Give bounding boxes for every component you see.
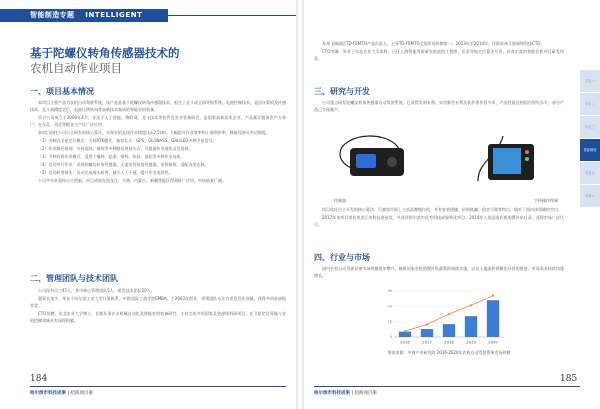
y-tick-label: 0 [389,335,392,340]
section3-para: 2017年该项目荣获黑龙江省科技进步奖，并获评哈尔滨市优秀科技成果转化项目；2019年入选国家农机购置补贴目录，获得市场广泛认可。 [314,215,564,227]
section1-para: （3）多种农机作业模式：适用于播种、起垄、喷药、收获、深松等多种作业场景。 [38,154,185,159]
side-tab-6[interactable]: 项目六 [580,185,600,207]
bar-2018 [443,324,455,337]
footer-suffix: 招商项目册 [70,391,93,396]
terminal-screen-icon [493,148,521,174]
footer-suffix: 招商项目册 [354,391,377,396]
section3-body [314,206,564,246]
growth-point-2017 [426,323,428,325]
section3-intro [314,99,564,121]
left-page [0,0,296,409]
side-tabs [580,70,600,208]
side-tab-3[interactable]: 项目三 [580,116,600,138]
section2-body [30,287,286,367]
section1-body [30,99,286,259]
side-tab-1[interactable]: 项目一 [580,70,600,92]
header-divider [168,15,296,16]
header-cn: 智能制造专题 [30,11,75,19]
section1-para: （2）作业路径规划：支持直线、曲线等多种路径规划方式，可根据作业地块灵活选择。 [38,146,193,151]
section3-para: 项目依托自主开发的核心算法，可兼容市面上主流品牌拖拉机，具有安装便捷、价格低廉、稳定可靠等特点，填补了国内该领域的空白。 [322,207,562,212]
growth-point-2020 [492,295,494,297]
section2-para: 董事长张宇，毕业于哈尔滨工业大学计算机系，中欧国际工商学院EMBA，于2003年创业，带领团队专注农业信息化领域，获得多项省部级荣誉。 [30,296,286,308]
x-tick-label: 2016 [400,339,410,345]
section3-title: 三、研究与开发 [314,87,370,96]
section3-intro-text: 公司重点研发陀螺仪转角传感器自动驾驶系统，已获得发明专利、实用新型专利及软件著作权多项，产品性能达到国内领先水平，部分产品已实现量产。 [314,100,564,112]
terminal-button-icon [525,157,529,161]
section2-para: CTO张鹏，东北农业大学博士，长期从事农业机械自动化及智能农机装备研究，主持完成多项国家及省部级科研项目，在卫星定位导航与农机控制领域具有深厚积累。 [30,311,286,323]
terminal-button-icon [525,150,529,154]
section2-para: 公司现有员工45人，其中核心管理团队5人，研发技术团队20人。 [38,288,155,293]
section1-para: （5）自动转弯掉头：自动完成地头转弯，减少人工干预，提升作业连续性。 [38,170,173,175]
section1-para: （4）自动对行作业：采用陀螺仪转角传感器，无需安装角度传感器，安装简便，适配各类农机。 [38,162,209,167]
section1-para: 公司多年来坚持自主创新，项目成果在黑龙江、吉林、内蒙古、新疆等地区得到推广应用，市场前景广阔。 [38,178,226,183]
section1-title: 一、项目基本情况 [30,87,94,96]
side-tab-4[interactable]: 智能制造 [580,139,600,161]
bar-2017 [421,329,433,337]
header-bar [0,9,168,32]
y-tick-label: 20 [387,304,392,309]
right-page [304,0,600,409]
team-para: CTO李琳，毕业于东北农业大学本科，历任上海智能驾驶研究院高级工程师，负责导航定位算法开发，具有丰富的智能农机项目研发经验。 [314,49,564,61]
controller-photo [328,126,558,196]
page-title [30,46,280,76]
page-number: 185 [560,374,578,384]
side-tab-2[interactable]: 项目二 [580,93,600,115]
footer-org: 哈尔滨市科技成果 [314,391,350,396]
market-chart [382,288,516,346]
page-number: 184 [30,374,48,384]
section2-title: 二、管理团队与技术团队 [30,274,118,283]
y-tick-label: 30 [387,289,392,294]
bar-2016 [399,332,411,337]
title-line1: 基于陀螺仪转角传感器技术的 [30,46,180,60]
footer-org: 哈尔滨市科技成果 [30,391,66,396]
growth-point-2019 [470,304,472,306]
bar-2020 [487,300,499,337]
title-line2: 农机自动作业项目 [30,61,122,75]
footer-divider [314,386,580,387]
footer-divider [30,386,286,387]
team-para: 苏州飞瑞通信TD-FEMTO产品负责人，主导TD-FEMTO全国市场份额第一；2013年至2014年，任职苏州丰源网络科技CTO。 [322,41,545,46]
chart-caption: 图表来源：中商产业研究院 2016-2020年农机自动驾驶系统市场规模 [387,350,511,355]
side-tab-5[interactable]: 项目五 [580,162,600,184]
x-tick-label: 2019 [466,339,476,345]
controller-port-icon [387,157,397,167]
x-tick-label: 2018 [444,339,454,345]
section1-para: 本项目依托公司自主研发的核心算法，实现农机直线作业精度达±2.5cm，大幅提升作业效率和土地利用率，降低驾驶员劳动强度。 [38,130,270,135]
controller-logo-icon [356,154,376,168]
book-gutter [296,0,304,409]
header-en: INTELLIGENT MANUFACTURING [30,11,143,32]
x-tick-label: 2020 [488,339,498,345]
product-photos [328,126,558,196]
y-tick-label: 10 [387,319,392,324]
section4-para: 国内农机自动驾驶设备市场规模逐年攀升，随着国家农机购置补贴政策的持续实施，以及土地流转规模化经营的推进，市场需求持续快速增长。 [314,266,564,278]
team-continued [314,40,564,80]
growth-point-2018 [448,313,450,315]
caption-left: 控制器 [334,198,346,203]
section1-para: 本项目主要产品为农机自动驾驶系统，该产品是基于陀螺仪转角传感器技术，组合了北斗或全球导航系统、电液控制技术，是由计算机及传感技术、北斗高精度定位、电液比例转向等高新技术集成的智能农机装备。 [30,100,286,112]
section4-title: 四、行业与市场 [314,253,370,262]
caption-right: 手持操作终端 [534,198,558,203]
section1-para: （1）多制式卫星定位模式：支持RTK模式，兼容北斗、GPS、GLONASS、GALILEO多种卫星信号。 [38,138,217,143]
x-tick-label: 2017 [422,339,432,345]
section1-para: 项目公司成立于2009年4月，专注于人工智能、物联网、北斗技术等软件及农业装备研发，是国家高新技术企业，产品累计服务农户万余户，在东北、西北等粮食主产区广泛应用。 [30,115,286,127]
growth-point-2016 [404,330,406,332]
footer-label: 哈尔滨市科技成果 | 招商项目册 [314,391,377,396]
section4-body [314,265,564,285]
bar-2019 [465,316,477,337]
footer-label: 哈尔滨市科技成果 | 招商项目册 [30,391,93,396]
